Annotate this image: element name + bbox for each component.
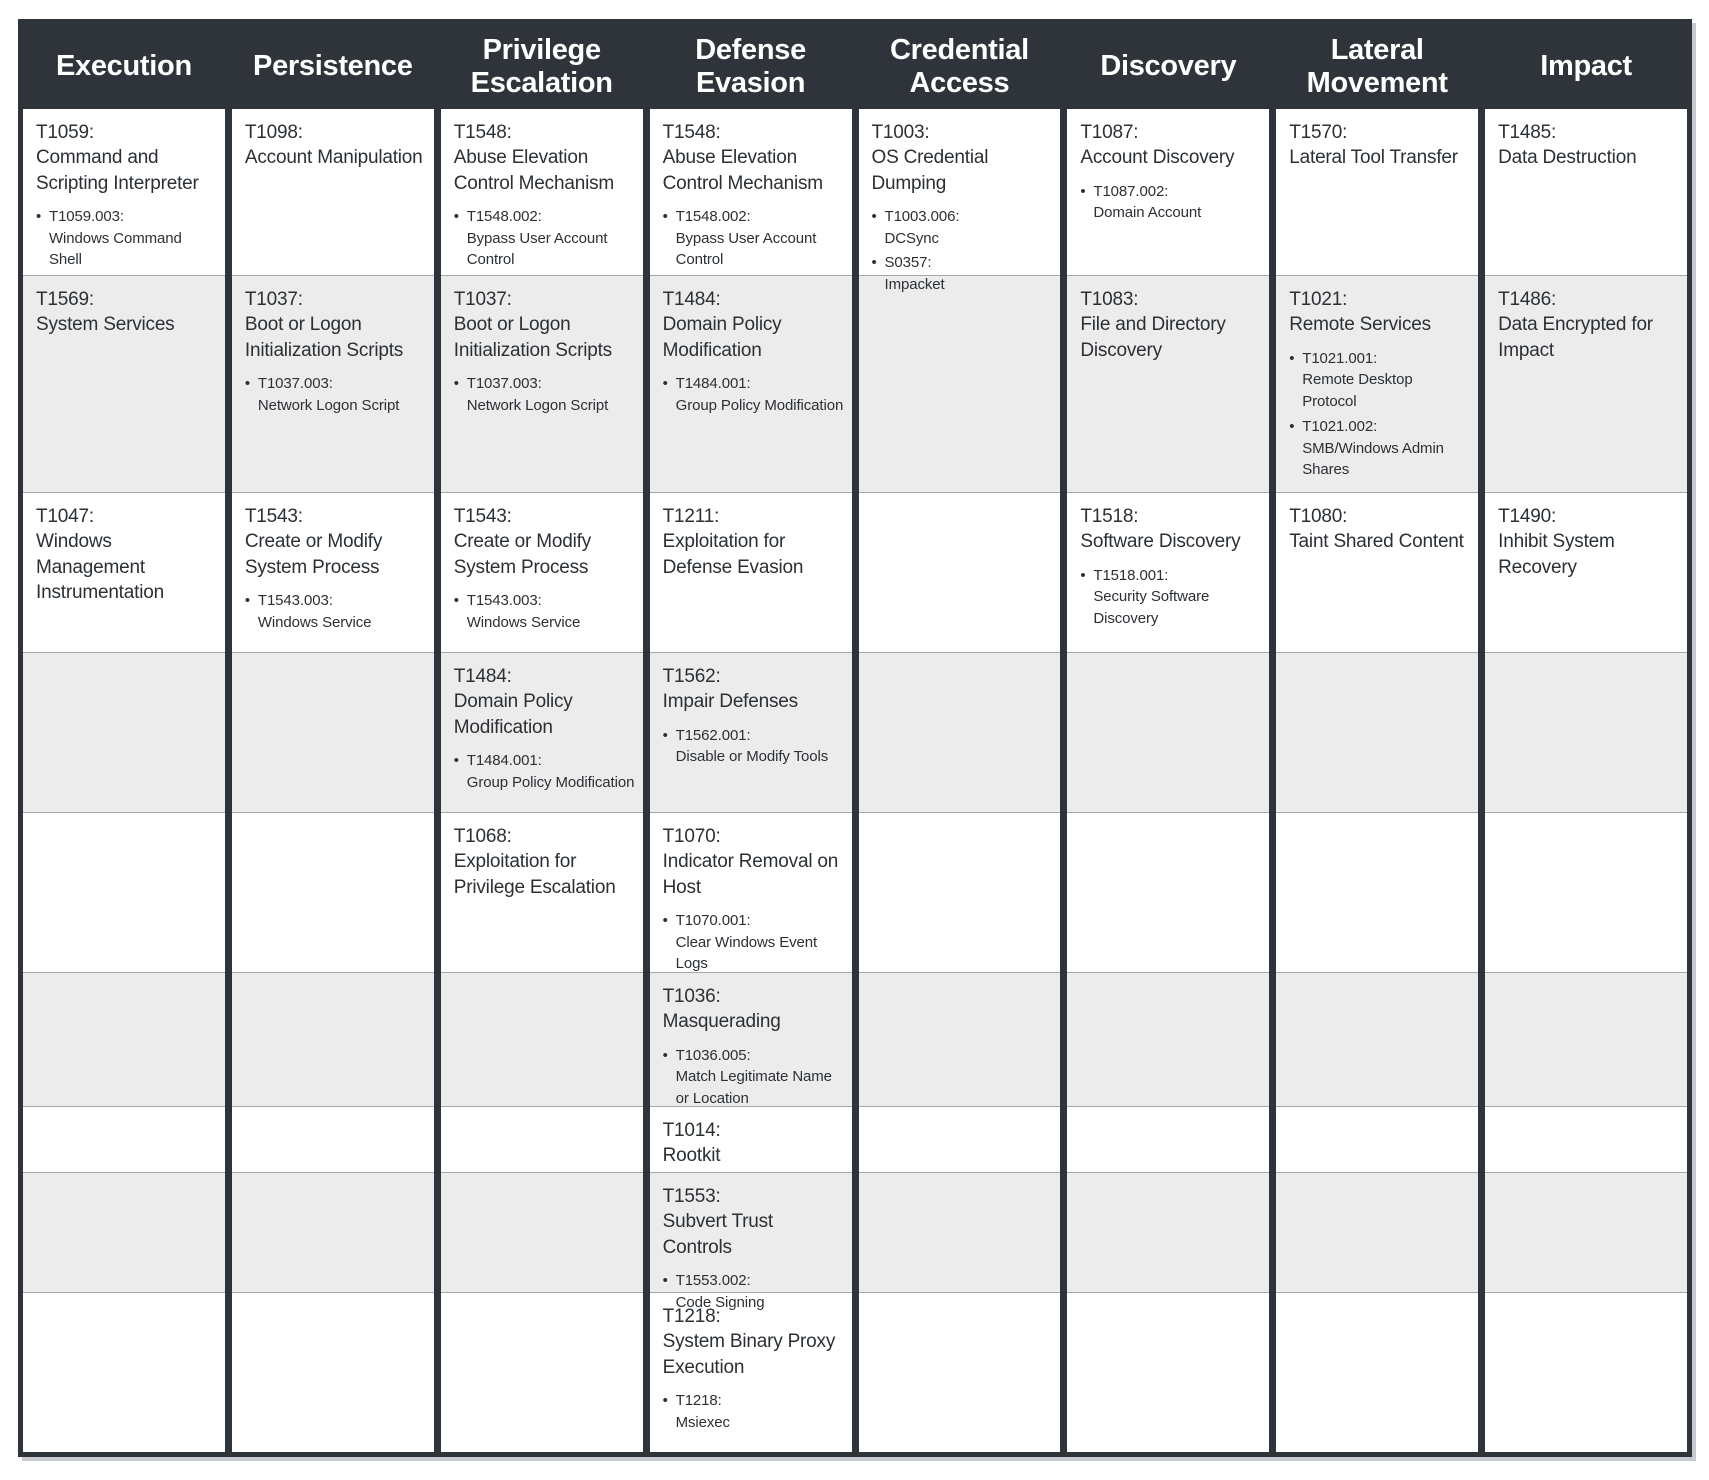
- subtechnique: [454, 750, 635, 794]
- matrix-cell: [1276, 1172, 1478, 1292]
- matrix-cell: [1067, 109, 1269, 275]
- technique-id: T1021:: [1289, 289, 1348, 310]
- subtechnique-name: Code Signing: [675, 1293, 765, 1311]
- matrix-cell: [441, 972, 643, 1106]
- subtechnique-name: Msiexec: [675, 1413, 730, 1431]
- technique-id: T1098:: [244, 122, 303, 143]
- subtechnique-id: T1070.001:: [675, 911, 751, 929]
- technique-name: Abuse Elevation Control Mechanism: [662, 147, 823, 194]
- technique-name: Abuse Elevation Control Mechanism: [453, 147, 615, 194]
- matrix-cell: [1276, 972, 1478, 1106]
- subtechnique: [245, 590, 426, 634]
- technique-name: Remote Services: [1289, 314, 1431, 336]
- matrix-cell: [1485, 1172, 1687, 1292]
- subtechnique-name: Remote Desktop Protocol: [1302, 371, 1413, 411]
- matrix-cell: [1485, 109, 1687, 275]
- bullet-icon: •: [244, 374, 251, 392]
- technique-name: Rootkit: [662, 1145, 721, 1167]
- subtechnique-id: T1553.002:: [675, 1271, 751, 1289]
- bullet-icon: •: [871, 207, 877, 225]
- matrix-cell: [1485, 652, 1687, 812]
- subtechnique: [663, 1270, 844, 1314]
- matrix-cell: [1485, 492, 1687, 652]
- subtechnique: [36, 206, 217, 271]
- subtechnique: [1289, 416, 1470, 481]
- matrix-cell: [1485, 275, 1687, 492]
- technique-id: T1080:: [1289, 506, 1348, 527]
- technique-name: Command and Scripting Interpreter: [36, 147, 199, 194]
- subtechnique-name: DCSync: [884, 229, 939, 247]
- subtechnique-id: T1484.001:: [675, 374, 751, 392]
- subtechnique-id: T1037.003:: [257, 374, 333, 392]
- bullet-icon: •: [1080, 566, 1086, 584]
- technique-id: T1486:: [1498, 289, 1557, 310]
- bullet-icon: •: [662, 374, 668, 392]
- technique-name: Create or Modify System Process: [453, 531, 591, 578]
- subtechnique-name: Windows Command Shell: [49, 229, 182, 269]
- column-header-persistence: Persistence: [232, 24, 434, 109]
- technique-id: T1518:: [1080, 506, 1139, 527]
- matrix-cell: [441, 492, 643, 652]
- matrix-cell: [650, 1106, 852, 1172]
- matrix-cell: [859, 1106, 1061, 1172]
- technique-name: Windows Management Instrumentation: [36, 531, 164, 603]
- bullet-icon: •: [453, 207, 459, 225]
- technique-id: T1211:: [662, 506, 720, 527]
- matrix-cell: [232, 812, 434, 972]
- technique-id: T1484:: [453, 666, 512, 687]
- matrix-cell: [650, 812, 852, 972]
- subtechnique: [872, 206, 1053, 250]
- subtechnique-id: T1518.001:: [1093, 566, 1169, 584]
- technique-name: Impair Defenses: [662, 691, 798, 713]
- matrix-cell: [232, 275, 434, 492]
- subtechnique-name: Network Logon Script: [257, 396, 400, 414]
- subtechnique: [663, 725, 844, 769]
- bullet-icon: •: [662, 1391, 668, 1409]
- technique-id: T1548:: [662, 122, 721, 143]
- bullet-icon: •: [1080, 182, 1086, 200]
- matrix-cell: [650, 275, 852, 492]
- technique-id: T1490:: [1498, 506, 1557, 527]
- matrix-cell: [23, 1292, 225, 1452]
- subtechnique: [663, 1045, 844, 1110]
- matrix-cell: [1067, 275, 1269, 492]
- matrix-cell: [232, 492, 434, 652]
- matrix-cell: [650, 972, 852, 1106]
- bullet-icon: •: [244, 591, 251, 609]
- technique-name: Masquerading: [662, 1011, 781, 1033]
- subtechnique: [245, 373, 426, 417]
- technique-id: T1543:: [244, 506, 303, 527]
- matrix-cell: [1276, 1106, 1478, 1172]
- matrix-cell: [859, 812, 1061, 972]
- matrix-cell: [23, 1172, 225, 1292]
- bullet-icon: •: [662, 1271, 668, 1289]
- technique-name: Software Discovery: [1080, 531, 1241, 553]
- technique-id: T1014:: [662, 1120, 721, 1141]
- subtechnique-name: Group Policy Modification: [466, 773, 635, 791]
- subtechnique-name: Security Software Discovery: [1093, 588, 1210, 628]
- technique-name: Boot or Logon Initialization Scripts: [244, 314, 404, 361]
- subtechnique: [454, 373, 635, 417]
- technique-name: Exploitation for Defense Evasion: [662, 531, 804, 578]
- technique-id: T1548:: [453, 122, 512, 143]
- matrix-cell: [650, 1172, 852, 1311]
- matrix-cell: [1485, 1292, 1687, 1452]
- column-header-defense-evasion: Defense Evasion: [650, 24, 852, 109]
- matrix-cell: [1485, 1106, 1687, 1172]
- technique-name: Domain Policy Modification: [453, 691, 573, 738]
- technique-name: System Services: [36, 314, 175, 336]
- subtechnique-id: T1543.003:: [257, 591, 333, 609]
- bullet-icon: •: [453, 374, 459, 392]
- subtechnique: [663, 206, 844, 271]
- subtechnique-name: Group Policy Modification: [675, 396, 844, 414]
- matrix-cell: [441, 1106, 643, 1172]
- technique-id: T1562:: [662, 666, 721, 687]
- matrix-cell: [441, 275, 643, 492]
- technique-name: Taint Shared Content: [1289, 531, 1464, 553]
- matrix-cell: [1067, 1106, 1269, 1172]
- subtechnique-name: Impacket: [884, 276, 945, 294]
- matrix-cell: [650, 1292, 852, 1452]
- bullet-icon: •: [662, 207, 668, 225]
- matrix-cell: [23, 492, 225, 652]
- matrix-cell: [23, 1106, 225, 1172]
- matrix-cell: [1067, 1172, 1269, 1292]
- technique-id: T1570:: [1289, 122, 1348, 143]
- matrix-cell: [23, 652, 225, 812]
- technique-name: Data Encrypted for Impact: [1498, 314, 1653, 361]
- matrix-cell: [441, 652, 643, 812]
- subtechnique-id: T1021.002:: [1302, 417, 1378, 435]
- bullet-icon: •: [1289, 417, 1295, 435]
- matrix-cell: [1067, 812, 1269, 972]
- matrix-cell: [232, 972, 434, 1106]
- subtechnique-id: T1562.001:: [675, 726, 751, 744]
- matrix-cell: [859, 1292, 1061, 1452]
- subtechnique-id: S0357:: [884, 254, 932, 272]
- subtechnique-name: Clear Windows Event Logs: [675, 933, 818, 973]
- matrix-cell: [1276, 109, 1478, 275]
- subtechnique: [663, 373, 844, 417]
- subtechnique-name: SMB/Windows Admin Shares: [1302, 439, 1444, 479]
- bullet-icon: •: [662, 726, 668, 744]
- matrix-cell: [859, 275, 1061, 492]
- subtechnique-id: T1543.003:: [466, 591, 542, 609]
- subtechnique: [1080, 181, 1261, 225]
- technique-id: T1543:: [453, 506, 512, 527]
- technique-name: Subvert Trust Controls: [662, 1211, 774, 1258]
- subtechnique: [1080, 565, 1261, 630]
- bullet-icon: •: [871, 254, 877, 272]
- column-header-discovery: Discovery: [1067, 24, 1269, 109]
- bullet-icon: •: [36, 207, 42, 225]
- bullet-icon: •: [662, 911, 668, 929]
- subtechnique-id: T1218:: [675, 1391, 722, 1409]
- column-header-impact: Impact: [1485, 24, 1687, 109]
- subtechnique: [663, 1390, 844, 1434]
- subtechnique-id: T1021.001:: [1302, 349, 1378, 367]
- technique-id: T1485:: [1498, 122, 1557, 143]
- matrix-cell: [1067, 652, 1269, 812]
- column-header-credential-access: Credential Access: [859, 24, 1061, 109]
- technique-id: T1087:: [1080, 122, 1139, 143]
- matrix-cell: [23, 812, 225, 972]
- subtechnique: [1289, 348, 1470, 413]
- subtechnique-id: T1484.001:: [466, 751, 542, 769]
- subtechnique-id: T1036.005:: [675, 1046, 751, 1064]
- subtechnique-name: Windows Service: [466, 613, 581, 631]
- subtechnique-id: T1059.003:: [49, 207, 124, 225]
- attack-matrix: [18, 19, 1692, 1457]
- technique-id: T1070:: [662, 826, 721, 847]
- technique-id: T1068:: [453, 826, 512, 847]
- matrix-cell: [232, 109, 434, 275]
- technique-name: Data Destruction: [1498, 147, 1637, 169]
- matrix-cell: [232, 1106, 434, 1172]
- technique-name: Exploitation for Privilege Escalation: [453, 851, 616, 898]
- subtechnique: [663, 910, 844, 975]
- subtechnique-name: Bypass User Account Control: [466, 229, 608, 269]
- subtechnique-id: T1003.006:: [884, 207, 960, 225]
- matrix-cell: [650, 652, 852, 812]
- column-header-lateral-movement: Lateral Movement: [1276, 24, 1478, 109]
- subtechnique-name: Match Legitimate Name or Location: [675, 1068, 832, 1108]
- technique-name: Indicator Removal on Host: [662, 851, 839, 898]
- matrix-cell: [1067, 972, 1269, 1106]
- technique-name: Create or Modify System Process: [244, 531, 383, 578]
- matrix-cell: [441, 109, 643, 275]
- matrix-cell: [1067, 1292, 1269, 1452]
- matrix-cell: [650, 492, 852, 652]
- subtechnique-name: Disable or Modify Tools: [675, 748, 829, 766]
- matrix-cell: [859, 492, 1061, 652]
- matrix-cell: [23, 109, 225, 275]
- technique-id: T1569:: [36, 289, 94, 310]
- subtechnique-id: T1548.002:: [466, 207, 542, 225]
- matrix-cell: [1485, 812, 1687, 972]
- subtechnique-name: Bypass User Account Control: [675, 229, 817, 269]
- matrix-cell: [859, 1172, 1061, 1292]
- technique-name: OS Credential Dumping: [871, 147, 989, 194]
- matrix-cell: [232, 652, 434, 812]
- technique-id: T1036:: [662, 986, 721, 1007]
- subtechnique-id: T1087.002:: [1093, 182, 1169, 200]
- technique-id: T1553:: [662, 1186, 721, 1207]
- matrix-cell: [650, 109, 852, 275]
- column-header-execution: Execution: [23, 24, 225, 109]
- matrix-cell: [232, 1292, 434, 1452]
- technique-id: T1059:: [36, 122, 94, 143]
- subtechnique-name: Windows Service: [257, 613, 372, 631]
- technique-id: T1484:: [662, 289, 721, 310]
- bullet-icon: •: [1289, 349, 1295, 367]
- matrix-cell: [1485, 972, 1687, 1106]
- subtechnique: [454, 206, 635, 271]
- technique-name: Account Manipulation: [244, 147, 423, 169]
- technique-id: T1003:: [871, 122, 930, 143]
- technique-name: Lateral Tool Transfer: [1289, 147, 1458, 169]
- matrix-cell: [859, 972, 1061, 1106]
- matrix-grid: [23, 24, 1687, 1452]
- technique-id: T1037:: [453, 289, 512, 310]
- technique-name: Inhibit System Recovery: [1498, 531, 1615, 578]
- technique-name: Account Discovery: [1080, 147, 1235, 169]
- matrix-cell: [23, 275, 225, 492]
- technique-name: Domain Policy Modification: [662, 314, 782, 361]
- subtechnique-name: Domain Account: [1093, 204, 1202, 222]
- matrix-cell: [1276, 652, 1478, 812]
- technique-name: System Binary Proxy Execution: [662, 1331, 836, 1378]
- matrix-cell: [1276, 812, 1478, 972]
- matrix-cell: [232, 1172, 434, 1292]
- column-header-privilege-escalation: Privilege Escalation: [441, 24, 643, 109]
- bullet-icon: •: [453, 591, 459, 609]
- matrix-cell: [441, 1292, 643, 1452]
- bullet-icon: •: [453, 751, 459, 769]
- technique-id: T1047:: [36, 506, 94, 527]
- technique-id: T1083:: [1080, 289, 1139, 310]
- matrix-cell: [1276, 275, 1478, 492]
- matrix-cell: [441, 1172, 643, 1292]
- subtechnique-name: Network Logon Script: [466, 396, 609, 414]
- subtechnique-id: T1037.003:: [466, 374, 542, 392]
- subtechnique: [454, 590, 635, 634]
- technique-id: T1218:: [662, 1306, 721, 1327]
- technique-name: File and Directory Discovery: [1080, 314, 1226, 361]
- technique-id: T1037:: [244, 289, 303, 310]
- matrix-cell: [1276, 1292, 1478, 1452]
- matrix-cell: [23, 972, 225, 1106]
- matrix-cell: [1276, 492, 1478, 652]
- subtechnique: [872, 252, 1053, 296]
- matrix-cell: [1067, 492, 1269, 652]
- matrix-cell: [441, 812, 643, 972]
- technique-name: Boot or Logon Initialization Scripts: [453, 314, 612, 361]
- subtechnique-id: T1548.002:: [675, 207, 751, 225]
- matrix-cell: [859, 109, 1061, 294]
- bullet-icon: •: [662, 1046, 668, 1064]
- matrix-cell: [859, 652, 1061, 812]
